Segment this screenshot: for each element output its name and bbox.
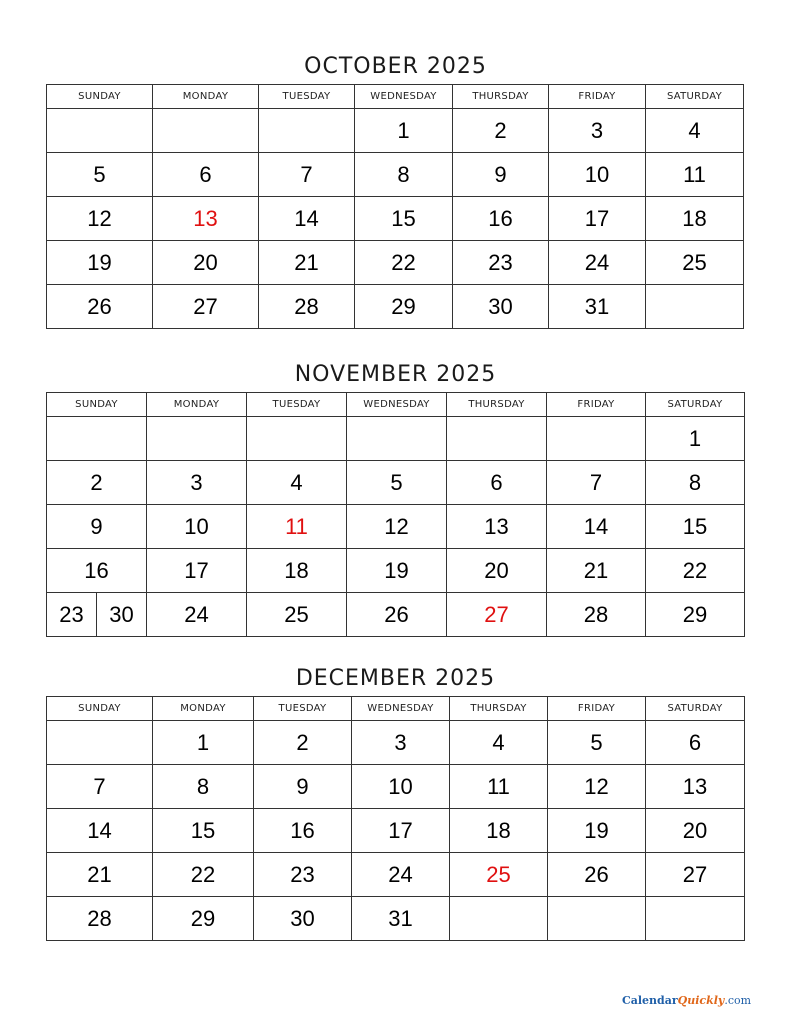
weekday-header: WEDNESDAY <box>352 697 450 721</box>
day-cell: 14 <box>547 505 646 549</box>
empty-day-cell <box>47 109 153 153</box>
day-cell: 2 <box>47 461 147 505</box>
day-cell: 19 <box>548 809 646 853</box>
weekday-header: SATURDAY <box>646 393 745 417</box>
day-cell: 26 <box>347 593 447 637</box>
day-cell: 2 <box>254 721 352 765</box>
brand-part-domain: .com <box>724 994 752 1007</box>
weekday-header: FRIDAY <box>548 697 646 721</box>
calendar-grid <box>46 84 744 329</box>
day-cell: 27 <box>447 593 547 637</box>
day-cell: 29 <box>355 285 453 329</box>
day-cell: 28 <box>47 897 153 941</box>
day-cell: 5 <box>548 721 646 765</box>
day-cell: 13 <box>153 197 259 241</box>
day-cell: 26 <box>47 285 153 329</box>
week-row <box>47 549 745 593</box>
day-cell: 21 <box>547 549 646 593</box>
day-cell: 12 <box>347 505 447 549</box>
day-cell: 5 <box>47 153 153 197</box>
day-cell: 9 <box>254 765 352 809</box>
day-cell: 3 <box>352 721 450 765</box>
day-cell: 25 <box>450 853 548 897</box>
weekday-header: MONDAY <box>153 697 254 721</box>
day-cell: 25 <box>247 593 347 637</box>
day-cell: 9 <box>453 153 549 197</box>
day-cell: 19 <box>47 241 153 285</box>
day-cell: 23 <box>254 853 352 897</box>
day-cell: 22 <box>153 853 254 897</box>
day-cell: 21 <box>47 853 153 897</box>
week-row <box>47 197 744 241</box>
weekday-header: MONDAY <box>153 85 259 109</box>
day-cell: 20 <box>646 809 745 853</box>
weekday-header: WEDNESDAY <box>347 393 447 417</box>
day-cell: 24 <box>549 241 646 285</box>
day-cell: 28 <box>259 285 355 329</box>
day-cell: 10 <box>352 765 450 809</box>
day-cell: 22 <box>355 241 453 285</box>
day-cell: 17 <box>352 809 450 853</box>
day-cell: 15 <box>355 197 453 241</box>
day-cell: 6 <box>646 721 745 765</box>
calendar-grid <box>46 392 745 637</box>
day-cell: 6 <box>153 153 259 197</box>
day-cell: 19 <box>347 549 447 593</box>
day-cell: 7 <box>47 765 153 809</box>
day-cell: 24 <box>147 593 247 637</box>
day-cell: 16 <box>453 197 549 241</box>
empty-day-cell <box>547 417 646 461</box>
day-cell: 26 <box>548 853 646 897</box>
day-cell: 5 <box>347 461 447 505</box>
day-cell: 27 <box>646 853 745 897</box>
day-cell: 17 <box>147 549 247 593</box>
day-cell: 8 <box>646 461 745 505</box>
empty-day-cell <box>548 897 646 941</box>
week-row <box>47 765 745 809</box>
day-cell: 8 <box>355 153 453 197</box>
empty-day-cell <box>259 109 355 153</box>
day-cell: 25 <box>646 241 744 285</box>
day-cell: 11 <box>247 505 347 549</box>
month-title: DECEMBER 2025 <box>295 666 496 691</box>
day-cell: 14 <box>259 197 355 241</box>
empty-day-cell <box>347 417 447 461</box>
day-cell: 17 <box>549 197 646 241</box>
empty-day-cell <box>247 417 347 461</box>
day-cell: 10 <box>147 505 247 549</box>
day-cell: 7 <box>547 461 646 505</box>
weekday-header: SUNDAY <box>47 393 147 417</box>
week-row <box>47 153 744 197</box>
weekday-header: THURSDAY <box>453 85 549 109</box>
empty-day-cell <box>47 417 147 461</box>
weekday-header: SUNDAY <box>47 85 153 109</box>
day-cell: 3 <box>147 461 247 505</box>
day-cell: 1 <box>153 721 254 765</box>
day-cell: 13 <box>646 765 745 809</box>
month-title: OCTOBER 2025 <box>304 54 487 79</box>
week-row <box>47 593 745 637</box>
day-cell: 16 <box>254 809 352 853</box>
day-cell: 31 <box>352 897 450 941</box>
day-cell: 8 <box>153 765 254 809</box>
weekday-header: SATURDAY <box>646 697 745 721</box>
day-cell: 14 <box>47 809 153 853</box>
empty-day-cell <box>153 109 259 153</box>
day-cell: 4 <box>450 721 548 765</box>
day-number: 30 <box>109 601 134 627</box>
weekday-header: FRIDAY <box>547 393 646 417</box>
day-number: 23 <box>47 593 97 636</box>
week-row <box>47 897 745 941</box>
month-title: NOVEMBER 2025 <box>294 362 497 387</box>
day-cell: 4 <box>247 461 347 505</box>
brand-part-calendar: Calendar <box>622 994 678 1007</box>
day-cell: 18 <box>450 809 548 853</box>
day-cell <box>47 593 147 637</box>
day-cell: 4 <box>646 109 744 153</box>
week-row <box>47 809 745 853</box>
day-cell: 10 <box>549 153 646 197</box>
empty-day-cell <box>147 417 247 461</box>
empty-day-cell <box>450 897 548 941</box>
empty-day-cell <box>646 897 745 941</box>
weekday-header: MONDAY <box>147 393 247 417</box>
day-cell: 16 <box>47 549 147 593</box>
weekday-header: THURSDAY <box>450 697 548 721</box>
day-cell: 20 <box>153 241 259 285</box>
empty-day-cell <box>47 721 153 765</box>
brand-footer[interactable] <box>622 994 751 1007</box>
empty-day-cell <box>646 285 744 329</box>
week-row <box>47 109 744 153</box>
day-cell: 13 <box>447 505 547 549</box>
day-cell: 21 <box>259 241 355 285</box>
day-cell: 28 <box>547 593 646 637</box>
weekday-header: TUESDAY <box>247 393 347 417</box>
day-cell: 12 <box>47 197 153 241</box>
day-cell: 30 <box>254 897 352 941</box>
day-cell: 18 <box>646 197 744 241</box>
day-cell: 2 <box>453 109 549 153</box>
weekday-header: SATURDAY <box>646 85 744 109</box>
weekday-header: FRIDAY <box>549 85 646 109</box>
day-cell: 15 <box>646 505 745 549</box>
day-cell: 27 <box>153 285 259 329</box>
empty-day-cell <box>447 417 547 461</box>
day-cell: 9 <box>47 505 147 549</box>
day-cell: 23 <box>453 241 549 285</box>
day-cell: 12 <box>548 765 646 809</box>
calendar-grid <box>46 696 745 941</box>
brand-part-quickly: Quickly <box>677 994 725 1007</box>
weekday-header: THURSDAY <box>447 393 547 417</box>
week-row <box>47 241 744 285</box>
day-cell: 30 <box>453 285 549 329</box>
weekday-header: TUESDAY <box>254 697 352 721</box>
week-row <box>47 853 745 897</box>
day-cell: 11 <box>450 765 548 809</box>
day-cell: 22 <box>646 549 745 593</box>
day-cell: 3 <box>549 109 646 153</box>
weekday-header: TUESDAY <box>259 85 355 109</box>
day-cell: 1 <box>355 109 453 153</box>
day-cell: 29 <box>153 897 254 941</box>
day-cell: 6 <box>447 461 547 505</box>
week-row <box>47 461 745 505</box>
weekday-header: WEDNESDAY <box>355 85 453 109</box>
day-cell: 1 <box>646 417 745 461</box>
weekday-header: SUNDAY <box>47 697 153 721</box>
week-row <box>47 505 745 549</box>
day-cell: 29 <box>646 593 745 637</box>
day-cell: 24 <box>352 853 450 897</box>
week-row <box>47 285 744 329</box>
day-cell: 31 <box>549 285 646 329</box>
day-cell: 11 <box>646 153 744 197</box>
week-row <box>47 721 745 765</box>
week-row <box>47 417 745 461</box>
day-cell: 15 <box>153 809 254 853</box>
day-cell: 18 <box>247 549 347 593</box>
day-cell: 7 <box>259 153 355 197</box>
day-cell: 20 <box>447 549 547 593</box>
